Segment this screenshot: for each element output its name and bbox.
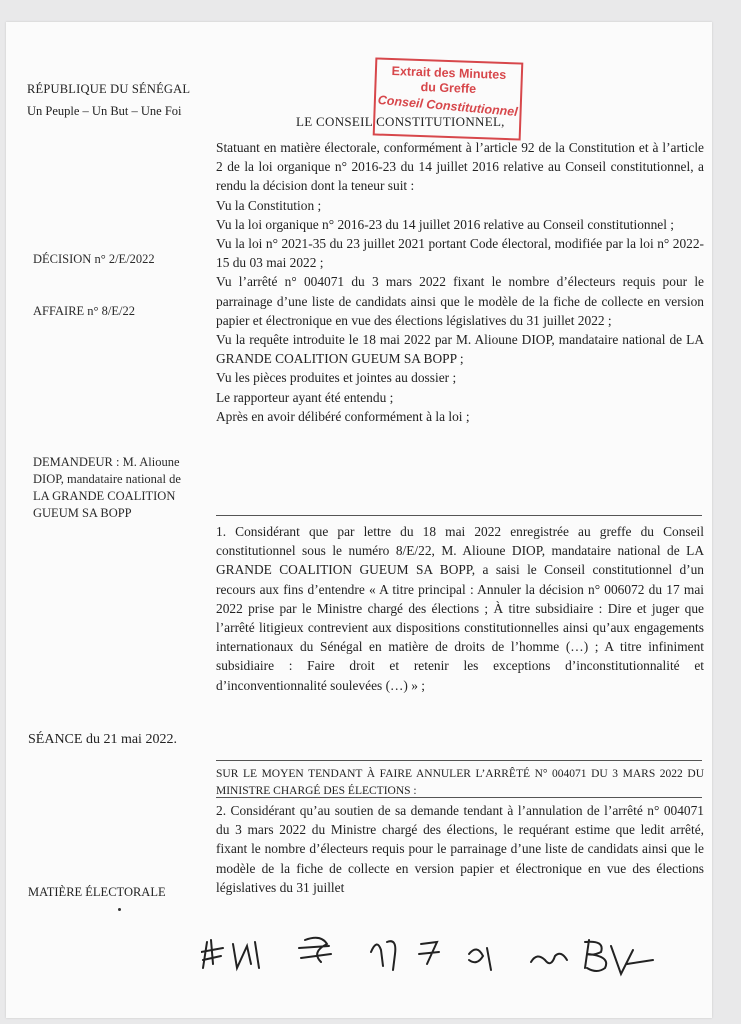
decision-preamble-block	[216, 138, 704, 426]
national-motto: Un Peuple – Un But – Une Foi	[27, 104, 182, 118]
divider	[216, 515, 702, 516]
handwritten-signatures	[201, 934, 681, 994]
heading-text: SUR LE MOYEN TENDANT À FAIRE ANNULER L’ARRÊTÉ N° 004071 DU 3 MARS 2022 DU MINISTRE CHARGÉ DES ÉLECTIONS :	[216, 768, 704, 797]
vu-code-electoral: Vu la loi n° 2021-35 du 23 juillet 2021 portant Code électoral, modifiée par la loi n° 2022-15 du 03 mai 2022 ;	[216, 236, 704, 271]
delibere: Après en avoir délibéré conformément à la loi ;	[216, 408, 470, 424]
considerant-2	[216, 801, 704, 897]
paragraph-2: 2. Considérant qu’au soutien de sa demande tendant à l’annulation de l’arrêté n° 004071 du 3 mars 2022 du Ministre chargé des élections, le requérant estime que ledit arrêté, fixant le nombre d’électeurs requis pour le parrainage d’une liste de candidats ainsi que le modèle de la fiche de collecte en version papier et électronique en vue des élections législatives du 31 juillet	[216, 803, 704, 895]
subject-matter: MATIÈRE ÉLECTORALE	[28, 885, 166, 899]
decision-number: DÉCISION n° 2/E/2022	[33, 252, 155, 266]
vu-constitution: Vu la Constitution ;	[216, 197, 322, 213]
paragraph-1: 1. Considérant que par lettre du 18 mai 2022 enregistrée au greffe du Conseil constitutionnel sous le numéro 8/E/22, M. Alioune DIOP, mandataire national de LA GRANDE COALITION GUEUM SA BOPP, a saisi le Conseil constitutionnel d’un recours aux fins d’entendre « A titre principal : Annuler la décision n° 006072 du 17 mai 2022 prise par le Ministre chargé des élections ; À titre subsidiaire : Dire et juger que l’arrêté litigieux contrevient aux dispositions constitutionnelles ainsi qu’aux engagements internationaux du Sénégal en matière de droits de l’homme (…) ; A titre infiniment subsidiaire : Faire droit et retenir les exceptions d’inconstitutionnalité et d’inconventionnalité soulevées (…) » ;	[216, 524, 704, 693]
stamp-line-3: Conseil Constitutionnel	[377, 92, 519, 120]
session-date: SÉANCE du 21 mai 2022.	[28, 732, 177, 747]
case-number: AFFAIRE n° 8/E/22	[33, 304, 135, 318]
ink-dot	[118, 908, 121, 911]
vu-pieces: Vu les pièces produites et jointes au dossier ;	[216, 370, 457, 386]
republic-header: RÉPUBLIQUE DU SÉNÉGAL	[27, 82, 191, 96]
divider	[216, 760, 702, 761]
document-page	[6, 22, 712, 1018]
vu-arrete: Vu l’arrêté n° 004071 du 3 mars 2022 fixant le nombre d’électeurs requis pour le parrainage d’une liste de candidats ainsi que le modèle de la fiche de collecte en version papier et électronique en vue des élections législatives du 31 juillet 2022 ;	[216, 274, 704, 328]
stamp-line-1: Extrait des Minutes	[391, 64, 507, 83]
vu-loi-organique: Vu la loi organique n° 2016-23 du 14 juillet 2016 relative au Conseil constitutionnel ;	[216, 216, 675, 232]
applicant: DEMANDEUR : M. Alioune DIOP, mandataire national de LA GRANDE COALITION GUEUM SA BOPP	[33, 455, 181, 520]
section-heading	[216, 766, 704, 800]
considerant-1	[216, 522, 704, 695]
preamble: Statuant en matière électorale, conformément à l’article 92 de la Constitution et à l’article 2 de la loi organique n° 2016-23 du 14 juillet 2016 relative au Conseil constitutionnel, a rendu la décision dont la teneur suit :	[216, 140, 704, 194]
rapporteur: Le rapporteur ayant été entendu ;	[216, 389, 394, 405]
vu-requete: Vu la requête introduite le 18 mai 2022 par M. Alioune DIOP, mandataire national de LA GRANDE COALITION GUEUM SA BOPP ;	[216, 332, 704, 367]
court-name: LE CONSEIL CONSTITUTIONNEL,	[296, 114, 505, 129]
stamp-line-2: du Greffe	[420, 80, 477, 96]
divider	[216, 797, 702, 798]
